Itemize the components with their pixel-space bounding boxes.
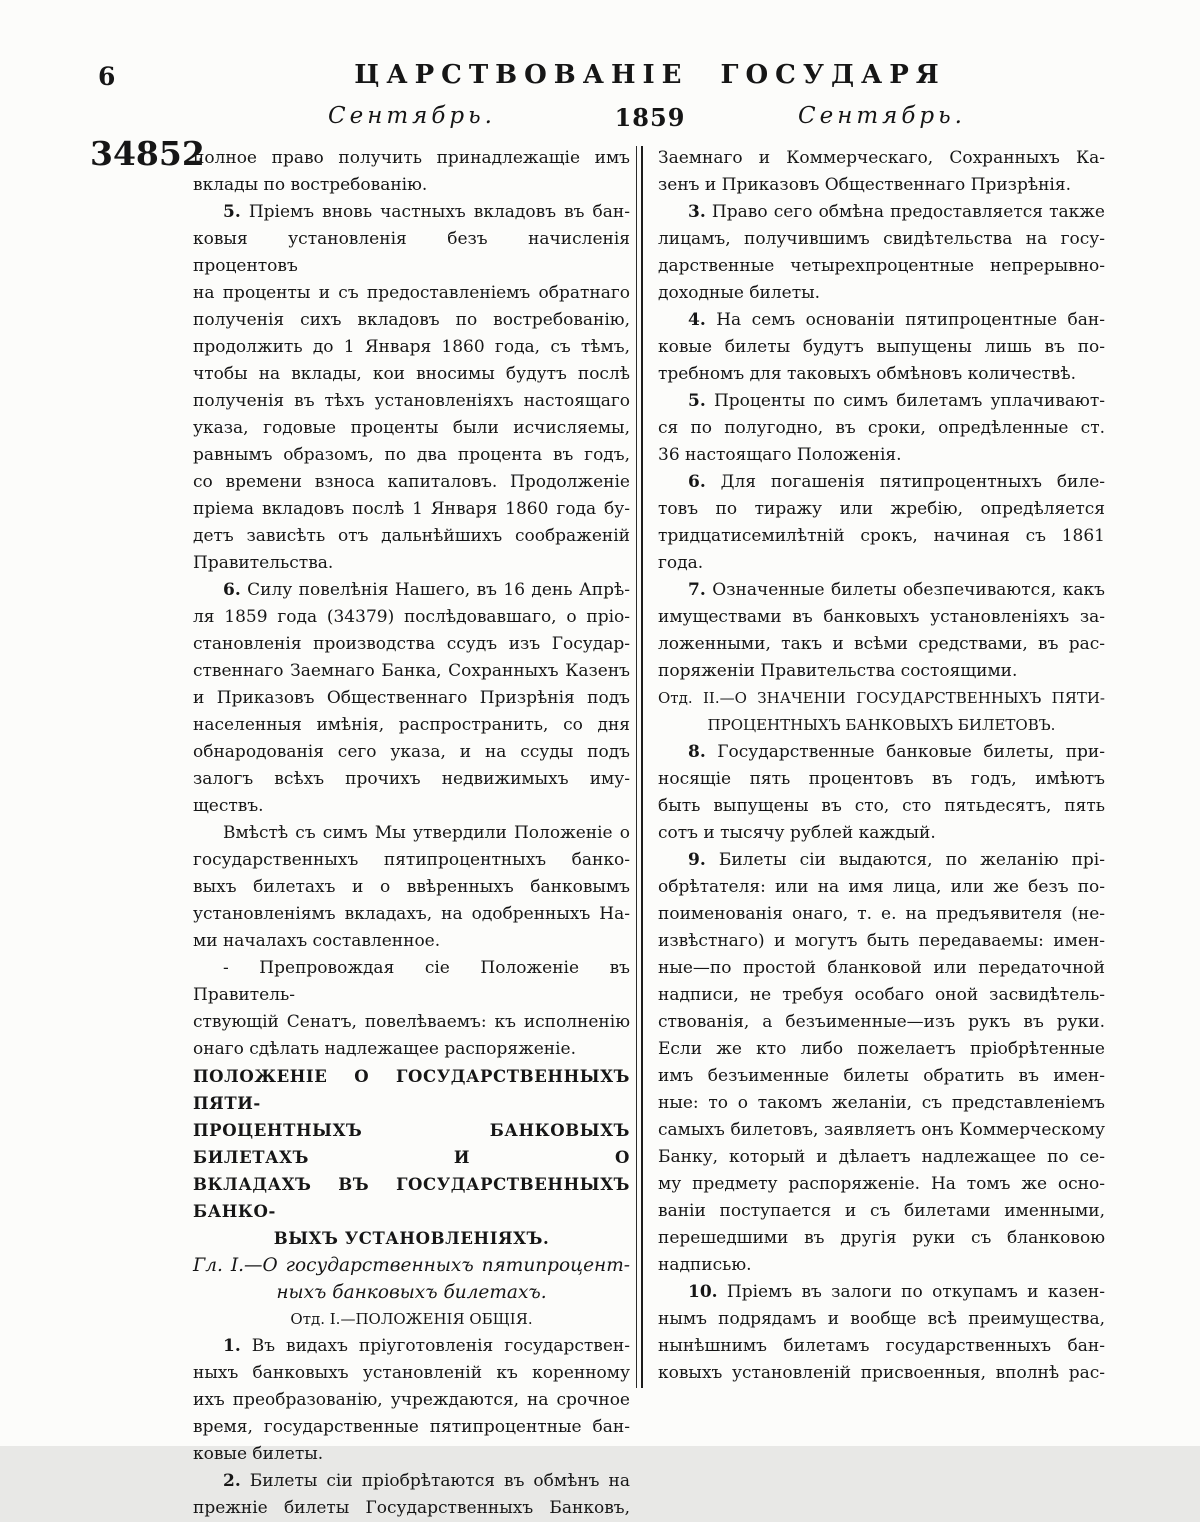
- act-number: 34852: [90, 134, 205, 173]
- text-line: 9. Билеты сіи выдаются, по желанію прі-: [688, 850, 1105, 870]
- text-line: поряженіи Правительства состоящими.: [658, 661, 1018, 681]
- text-line: ВКЛАДАХЪ ВЪ ГОСУДАРСТВЕННЫХЪ БАНКО-: [193, 1175, 630, 1221]
- paragraph: [658, 307, 1105, 388]
- text-line: со времени взноса капиталовъ. Продолженіе: [193, 472, 630, 492]
- text-line: ковыя установленія безъ начисленія процентовъ: [193, 229, 630, 276]
- text-line: нынѣшнимъ билетамъ государственныхъ бан-: [658, 1336, 1105, 1356]
- article-number: 8.: [688, 742, 706, 762]
- text-line: ные: то о такомъ желаніи, съ представленіемъ: [658, 1093, 1105, 1113]
- left-column: [193, 145, 630, 1522]
- text-line: ныхъ банковыхъ установленій къ коренному: [193, 1363, 630, 1383]
- text-line: поименованія онаго, т. е. на предъявителя (не-: [658, 904, 1105, 924]
- text-line: государственныхъ пятипроцентныхъ банко-: [193, 850, 630, 870]
- text-line: становленія производства ссудъ изъ Государ-: [193, 634, 630, 654]
- text-line: Гл. I.—О государственныхъ пятипроцент-: [193, 1255, 630, 1276]
- text-line: 5. Проценты по симъ билетамъ уплачивают-: [688, 391, 1105, 411]
- text-line: ля 1859 года (34379) послѣдовавшаго, о пріо-: [193, 607, 630, 627]
- text-line: ковые билеты будутъ выпущены лишь въ по-: [658, 337, 1105, 357]
- text-line: время, государственные пятипроцентные бан-: [193, 1417, 630, 1437]
- paragraph: [193, 577, 630, 820]
- text-line: обнародованія сего указа, и на ссуды подъ: [193, 742, 630, 762]
- text-line: Заемнаго и Коммерческаго, Сохранныхъ Ка-: [658, 148, 1105, 168]
- text-line: нымъ подрядамъ и вообще всѣ преимущества,: [658, 1309, 1105, 1329]
- text-line: 10. Пріемъ въ залоги по откупамъ и казен-: [688, 1282, 1105, 1302]
- text-line: ихъ преобразованію, учреждаются, на срочное: [193, 1390, 630, 1410]
- dateline-year: 1859: [614, 103, 686, 132]
- text-line: ные—по простой бланковой или передаточной: [658, 958, 1105, 978]
- text-line: 36 настоящаго Положенія.: [658, 445, 902, 465]
- text-line: ныхъ банковыхъ билетахъ.: [276, 1282, 547, 1303]
- text-line: ми началахъ составленное.: [193, 931, 441, 951]
- text-line: ваніи поступается и съ билетами именными,: [658, 1201, 1105, 1221]
- text-line: Вмѣстѣ съ симъ Мы утвердили Положеніе о: [223, 823, 630, 843]
- text-line: ствованія, а безъименные—изъ рукъ въ руки.: [658, 1012, 1105, 1032]
- text-line: перешедшими въ другія руки съ бланковою: [658, 1228, 1105, 1248]
- text-line: 6. Для погашенія пятипроцентныхъ биле-: [688, 472, 1105, 492]
- text-line: населенныя имѣнія, распространить, со дня: [193, 715, 630, 735]
- dateline-month-left: Сентябрь.: [328, 103, 496, 129]
- text-line: чтобы на вклады, кои вносимы будутъ послѣ: [193, 364, 630, 384]
- text-line: онаго сдѣлать надлежащее распоряженіе.: [193, 1039, 577, 1059]
- text-line: и Приказовъ Общественнаго Призрѣнія подъ: [193, 688, 630, 708]
- text-line: доходные билеты.: [658, 283, 821, 303]
- article-number: 6.: [688, 472, 706, 492]
- text-line: дарственные четырехпроцентные непрерывно-: [658, 256, 1105, 276]
- article-number: 7.: [688, 580, 706, 600]
- paragraph: [658, 577, 1105, 685]
- section-heading: [658, 685, 1105, 739]
- text-line: быть выпущены въ сто, сто пятьдесятъ, пять: [658, 796, 1105, 816]
- paragraph: [658, 388, 1105, 469]
- column-divider-rule: [636, 146, 643, 1388]
- text-line: ковыхъ установленій присвоенныя, вполнѣ рас-: [658, 1363, 1105, 1383]
- right-column: [658, 145, 1105, 1387]
- text-line: детъ зависѣть отъ дальнѣйшихъ соображеній: [193, 526, 630, 546]
- running-title: ЦАРСТВОВАНІЕ ГОСУДАРЯ: [354, 60, 946, 90]
- paragraph: [658, 145, 1105, 199]
- paragraph: [658, 739, 1105, 847]
- article-number: 10.: [688, 1282, 718, 1302]
- page-number: 6: [98, 62, 116, 91]
- text-line: имъ безъименные билеты обратить въ имен-: [658, 1066, 1105, 1086]
- article-number: 4.: [688, 310, 706, 330]
- text-line: Правительства.: [193, 553, 334, 573]
- text-line: 4. На семъ основаніи пятипроцентные бан-: [688, 310, 1105, 330]
- text-line: ственнаго Заемнаго Банка, Сохранныхъ Казенъ: [193, 661, 630, 681]
- text-line: ПРОЦЕНТНЫХЪ БАНКОВЫХЪ БИЛЕТОВЪ.: [707, 716, 1056, 734]
- paragraph: [193, 820, 630, 955]
- section-heading: [193, 1306, 630, 1333]
- paragraph: [658, 469, 1105, 577]
- text-line: на проценты и съ предоставленіемъ обратнаго: [193, 283, 630, 303]
- text-line: надписи, не требуя особаго оной засвидѣтель-: [658, 985, 1105, 1005]
- text-line: носящіе пять процентовъ въ годъ, имѣютъ: [658, 769, 1105, 789]
- section-heading: [193, 1252, 630, 1306]
- text-line: 6. Силу повелѣнія Нашего, въ 16 день Апрѣ-: [223, 580, 630, 600]
- text-line: установленіямъ вкладахъ, на одобренныхъ На-: [193, 904, 630, 924]
- text-line: выхъ билетахъ и о ввѣренныхъ банковымъ: [193, 877, 630, 897]
- text-line: ковые билеты.: [193, 1444, 324, 1464]
- text-line: требномъ для таковыхъ обмѣновъ количествѣ.: [658, 364, 1077, 384]
- dateline-month-right: Сентябрь.: [798, 103, 966, 129]
- text-line: товъ по тиражу или жребію, опредѣляется: [658, 499, 1105, 519]
- text-line: надписью.: [658, 1255, 752, 1275]
- text-line: указа, годовые проценты были исчисляемы,: [193, 418, 630, 438]
- paragraph: [658, 199, 1105, 307]
- text-line: полученія сихъ вкладовъ по востребованію,: [193, 310, 630, 330]
- article-number: 9.: [688, 850, 706, 870]
- article-number: 3.: [688, 202, 706, 222]
- text-line: вклады по востребованію.: [193, 175, 428, 195]
- article-number: 1.: [223, 1336, 241, 1356]
- article-number: 6.: [223, 580, 241, 600]
- text-line: продолжить до 1 Января 1860 года, съ тѣмъ,: [193, 337, 630, 357]
- text-line: пріема вкладовъ послѣ 1 Января 1860 года бу-: [193, 499, 630, 519]
- paragraph: [193, 1333, 630, 1468]
- text-line: ПОЛОЖЕНІЕ О ГОСУДАРСТВЕННЫХЪ ПЯТИ-: [193, 1067, 630, 1113]
- paragraph: [193, 1468, 630, 1522]
- text-line: 1. Въ видахъ пріуготовленія государствен-: [223, 1336, 630, 1356]
- text-line: прежніе билеты Государственныхъ Банковъ,: [193, 1498, 630, 1518]
- paragraph: [193, 199, 630, 577]
- text-line: Банку, который и дѣлаетъ надлежащее по се-: [658, 1147, 1105, 1167]
- text-line: Если же кто либо пожелаетъ пріобрѣтенные: [658, 1039, 1105, 1059]
- text-line: имуществами въ банковыхъ установленіяхъ за-: [658, 607, 1105, 627]
- article-number: 5.: [688, 391, 706, 411]
- section-heading: [193, 1063, 630, 1252]
- text-line: 3. Право сего обмѣна предоставляется также: [688, 202, 1105, 222]
- article-number: 5.: [223, 202, 241, 222]
- text-line: Отд. II.—О ЗНАЧЕНІИ ГОСУДАРСТВЕННЫХЪ ПЯТИ-: [658, 689, 1105, 707]
- paragraph: [193, 955, 630, 1063]
- text-line: равнымъ образомъ, по два процента въ годъ,: [193, 445, 630, 465]
- paragraph: [193, 145, 630, 199]
- text-line: Отд. I.—ПОЛОЖЕНІЯ ОБЩІЯ.: [290, 1310, 533, 1328]
- text-line: самыхъ билетовъ, заявляетъ онъ Коммерческому: [658, 1120, 1105, 1140]
- text-line: обрѣтателя: или на имя лица, или же безъ по-: [658, 877, 1105, 897]
- text-line: ВЫХЪ УСТАНОВЛЕНІЯХЪ.: [273, 1229, 550, 1248]
- text-line: лицамъ, получившимъ свидѣтельства на госу-: [658, 229, 1105, 249]
- text-line: 8. Государственные банковые билеты, при-: [688, 742, 1105, 762]
- text-line: извѣстнаго) и могутъ быть передаваемы: имен-: [658, 931, 1105, 951]
- text-line: полное право получить принадлежащіе имъ: [193, 148, 630, 168]
- paragraph: [658, 847, 1105, 1279]
- text-line: ществъ.: [193, 796, 264, 816]
- text-line: тридцатисемилѣтній срокъ, начиная съ 1861: [658, 526, 1105, 546]
- text-line: 7. Означенные билеты обезпечиваются, какъ: [688, 580, 1105, 600]
- text-line: года.: [658, 553, 704, 573]
- text-line: залогъ всѣхъ прочихъ недвижимыхъ иму-: [193, 769, 630, 789]
- text-line: ствующій Сенатъ, повелѣваемъ: къ исполненію: [193, 1012, 630, 1032]
- text-line: сотъ и тысячу рублей каждый.: [658, 823, 936, 843]
- text-line: ся по полугодно, въ сроки, опредѣленные ст.: [658, 418, 1105, 438]
- text-line: 2. Билеты сіи пріобрѣтаются въ обмѣнъ на: [223, 1471, 630, 1491]
- text-line: ложенными, такъ и всѣми средствами, въ рас-: [658, 634, 1105, 654]
- article-number: 2.: [223, 1471, 241, 1491]
- text-line: полученія въ тѣхъ установленіяхъ настоящаго: [193, 391, 630, 411]
- text-line: - Препровождая сіе Положеніе въ Правитель-: [193, 958, 630, 1005]
- text-line: зенъ и Приказовъ Общественнаго Призрѣнія.: [658, 175, 1071, 195]
- text-line: ПРОЦЕНТНЫХЪ БАНКОВЫХЪ БИЛЕТАХЪ И О: [193, 1121, 630, 1167]
- text-line: 5. Пріемъ вновь частныхъ вкладовъ въ бан-: [223, 202, 630, 222]
- paragraph: [658, 1279, 1105, 1387]
- text-line: му предмету распоряженіе. На томъ же осно-: [658, 1174, 1105, 1194]
